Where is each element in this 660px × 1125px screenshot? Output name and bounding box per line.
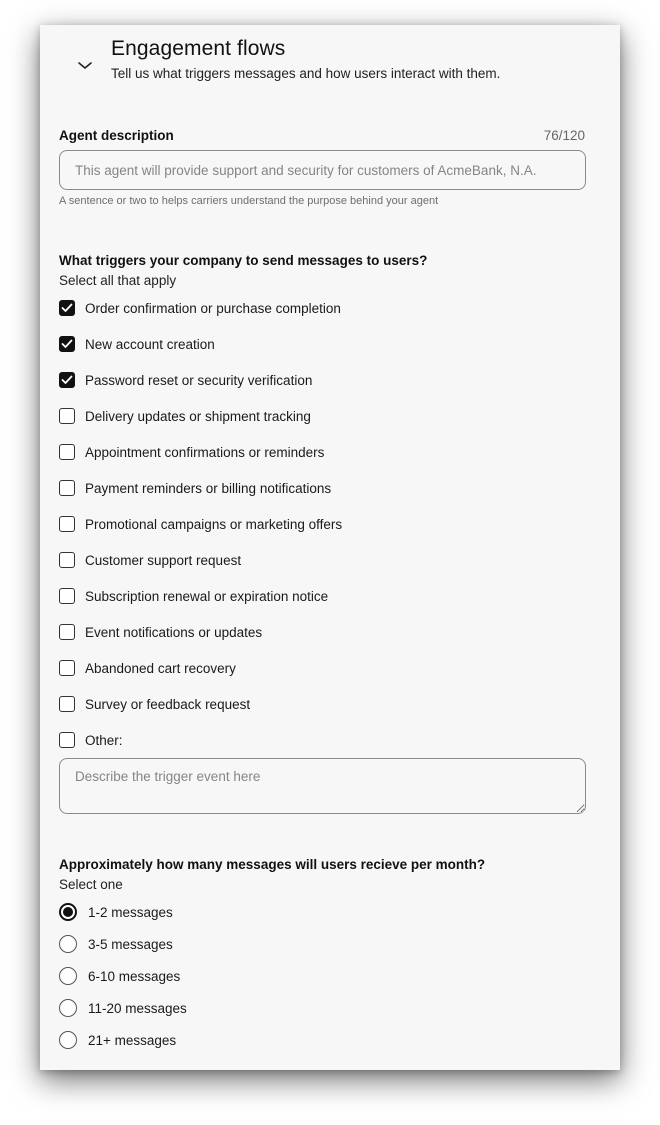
frequency-question: Approximately how many messages will users recieve per month?	[59, 857, 486, 872]
frequency-option[interactable]	[59, 1030, 359, 1050]
radio-button[interactable]	[59, 903, 77, 921]
section-header	[40, 25, 620, 105]
agent-description-input[interactable]	[59, 150, 586, 190]
chevron-down-icon[interactable]	[76, 59, 94, 73]
trigger-option[interactable]	[59, 478, 579, 498]
trigger-option[interactable]	[59, 370, 579, 390]
checkbox-label: Abandoned cart recovery	[85, 660, 236, 676]
checkbox[interactable]	[59, 732, 75, 748]
checkbox[interactable]	[59, 480, 75, 496]
engagement-flows-card	[40, 25, 620, 1070]
checkbox-label: Appointment confirmations or reminders	[85, 444, 325, 460]
trigger-option[interactable]	[59, 658, 579, 678]
checkmark-icon	[61, 339, 73, 349]
radio-button[interactable]	[59, 935, 77, 953]
trigger-option[interactable]	[59, 334, 579, 354]
trigger-option[interactable]	[59, 730, 579, 750]
trigger-option[interactable]	[59, 514, 579, 534]
checkbox[interactable]	[59, 516, 75, 532]
checkbox[interactable]	[59, 408, 75, 424]
radio-label: 21+ messages	[88, 1032, 177, 1048]
agent-description-label: Agent description	[59, 128, 174, 143]
checkbox[interactable]	[59, 588, 75, 604]
checkbox-label: Event notifications or updates	[85, 624, 263, 640]
checkbox-label: Other:	[85, 732, 123, 748]
radio-label: 3-5 messages	[88, 936, 173, 952]
radio-label: 11-20 messages	[88, 1000, 187, 1016]
trigger-option[interactable]	[59, 406, 579, 426]
radio-button[interactable]	[59, 967, 77, 985]
triggers-hint: Select all that apply	[59, 273, 177, 288]
checkbox[interactable]	[59, 444, 75, 460]
checkbox-label: New account creation	[85, 336, 215, 352]
agent-description-helper: A sentence or two to helps carriers understand the purpose behind your agent	[59, 195, 439, 207]
checkbox-label: Order confirmation or purchase completion	[85, 300, 341, 316]
radio-dot	[63, 907, 73, 917]
checkbox-label: Promotional campaigns or marketing offers	[85, 516, 343, 532]
checkbox-label: Survey or feedback request	[85, 696, 251, 712]
character-counter: 76/120	[543, 128, 585, 143]
checkbox[interactable]	[59, 372, 75, 388]
checkmark-icon	[61, 375, 73, 385]
radio-button[interactable]	[59, 1031, 77, 1049]
checkbox-label: Subscription renewal or expiration notice	[85, 588, 329, 604]
checkbox[interactable]	[59, 336, 75, 352]
section-title: Engagement flows	[111, 37, 286, 60]
frequency-option[interactable]	[59, 934, 359, 954]
checkbox[interactable]	[59, 624, 75, 640]
section-subtitle: Tell us what triggers messages and how users interact with them.	[111, 66, 501, 81]
frequency-option[interactable]	[59, 998, 359, 1018]
radio-label: 1-2 messages	[88, 904, 173, 920]
frequency-option[interactable]	[59, 902, 359, 922]
checkmark-icon	[61, 303, 73, 313]
checkbox-label: Payment reminders or billing notifications	[85, 480, 332, 496]
checkbox[interactable]	[59, 300, 75, 316]
checkbox-label: Password reset or security verification	[85, 372, 313, 388]
radio-button[interactable]	[59, 999, 77, 1017]
frequency-option[interactable]	[59, 966, 359, 986]
trigger-option[interactable]	[59, 442, 579, 462]
other-trigger-textarea[interactable]	[59, 758, 586, 814]
frequency-hint: Select one	[59, 877, 123, 892]
trigger-option[interactable]	[59, 298, 579, 318]
checkbox-label: Customer support request	[85, 552, 242, 568]
trigger-option[interactable]	[59, 550, 579, 570]
checkbox[interactable]	[59, 552, 75, 568]
checkbox[interactable]	[59, 660, 75, 676]
trigger-option[interactable]	[59, 586, 579, 606]
triggers-question: What triggers your company to send messages to users?	[59, 253, 428, 268]
radio-label: 6-10 messages	[88, 968, 181, 984]
trigger-option[interactable]	[59, 694, 579, 714]
trigger-option[interactable]	[59, 622, 579, 642]
checkbox-label: Delivery updates or shipment tracking	[85, 408, 311, 424]
checkbox[interactable]	[59, 696, 75, 712]
